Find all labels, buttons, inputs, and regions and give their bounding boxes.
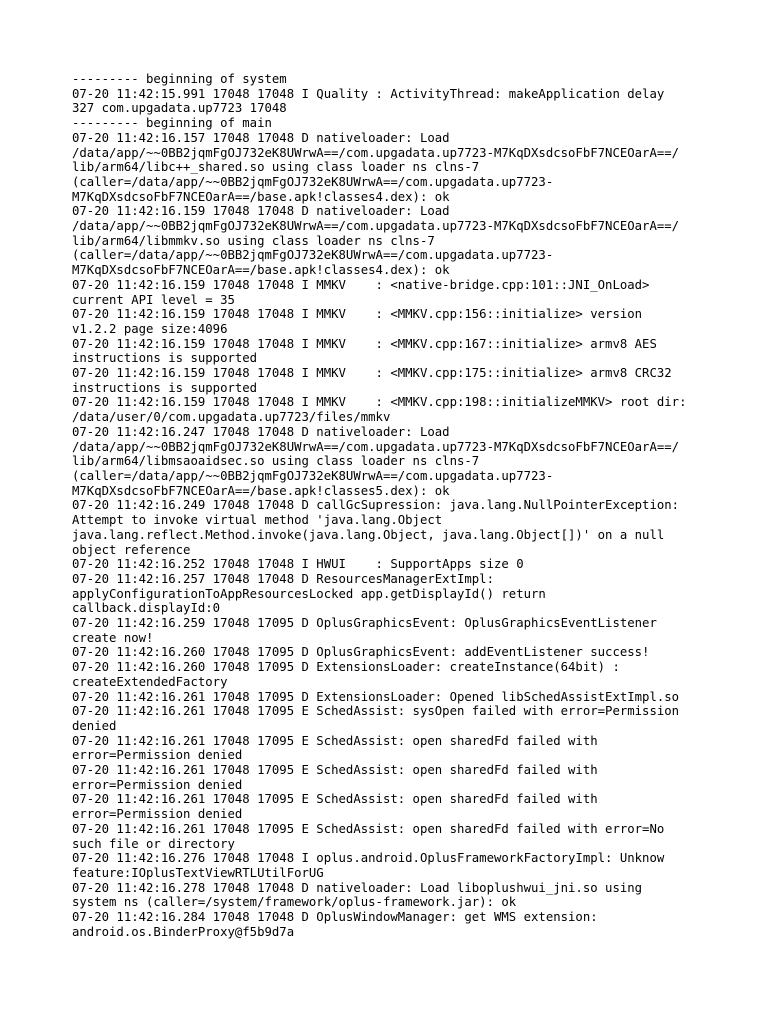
log-line: callback.displayId:0 [72, 601, 221, 616]
log-line: applyConfigurationToAppResourcesLocked app.getDisplayId() return [72, 586, 546, 601]
log-line: android.os.BinderProxy@f5b9d7a [72, 924, 295, 939]
log-line: 07-20 11:42:16.261 17048 17095 E SchedAssist: open sharedFd failed with [72, 763, 598, 778]
log-line: 07-20 11:42:16.259 17048 17095 D OplusGraphicsEvent: OplusGraphicsEventListener [72, 616, 657, 631]
log-line: 07-20 11:42:16.260 17048 17095 D ExtensionsLoader: createInstance(64bit) : [72, 660, 620, 675]
log-line: denied [72, 718, 117, 733]
log-line: error=Permission denied [72, 807, 243, 822]
log-line: lib/arm64/libmsaoaidsec.so using class loader ns clns-7 [72, 454, 480, 469]
log-line: 07-20 11:42:16.159 17048 17048 I MMKV : <MMKV.cpp:156::initialize> version [72, 307, 643, 322]
log-line: lib/arm64/libc++_shared.so using class loader ns clns-7 [72, 160, 480, 175]
log-line: error=Permission denied [72, 777, 243, 792]
log-line: 07-20 11:42:16.284 17048 17048 D OplusWindowManager: get WMS extension: [72, 910, 598, 925]
log-line: Attempt to invoke virtual method 'java.lang.Object [72, 513, 443, 528]
log-line: 07-20 11:42:16.159 17048 17048 D nativeloader: Load [72, 204, 450, 219]
log-line: lib/arm64/libmmkv.so using class loader ns clns-7 [72, 233, 435, 248]
log-line: object reference [72, 542, 191, 557]
log-line: M7KqDXsdcsoFbF7NCEOarA==/base.apk!classes4.dex): ok [72, 189, 450, 204]
log-line: 07-20 11:42:16.157 17048 17048 D nativeloader: Load [72, 130, 450, 145]
log-line: 07-20 11:42:16.252 17048 17048 I HWUI : SupportApps size 0 [72, 557, 524, 572]
log-line: (caller=/data/app/~~0BB2jqmFgOJ732eK8UWrwA==/com.upgadata.up7723- [72, 248, 554, 263]
log-line: 07-20 11:42:16.278 17048 17048 D nativeloader: Load liboplushwui_jni.so using [72, 880, 643, 895]
log-line: 07-20 11:42:16.261 17048 17095 E SchedAssist: open sharedFd failed with [72, 733, 598, 748]
log-line: error=Permission denied [72, 748, 243, 763]
log-line: --------- beginning of main [72, 116, 272, 131]
log-line: 07-20 11:42:16.260 17048 17095 D OplusGraphicsEvent: addEventListener success! [72, 645, 650, 660]
log-line: createExtendedFactory [72, 674, 228, 689]
log-line: --------- beginning of system [72, 72, 287, 86]
log-line: 07-20 11:42:16.261 17048 17095 D ExtensionsLoader: Opened libSchedAssistExtImpl.so [72, 689, 680, 704]
log-line: such file or directory [72, 836, 235, 851]
log-line: 07-20 11:42:16.276 17048 17048 I oplus.android.OplusFrameworkFactoryImpl: Unknow [72, 851, 665, 866]
log-line: 07-20 11:42:16.247 17048 17048 D nativeloader: Load [72, 424, 450, 439]
log-line: /data/app/~~0BB2jqmFgOJ732eK8UWrwA==/com.upgadata.up7723-M7KqDXsdcsoFbF7NCEOarA==/ [72, 439, 680, 454]
log-line: 327 com.upgadata.up7723 17048 [72, 101, 287, 116]
log-line: (caller=/data/app/~~0BB2jqmFgOJ732eK8UWrwA==/com.upgadata.up7723- [72, 468, 554, 483]
log-line: M7KqDXsdcsoFbF7NCEOarA==/base.apk!classes4.dex): ok [72, 263, 450, 278]
log-line: 07-20 11:42:16.261 17048 17095 E SchedAssist: open sharedFd failed with [72, 792, 598, 807]
log-line: feature:IOplusTextViewRTLUtilForUG [72, 865, 324, 880]
log-line: 07-20 11:42:16.159 17048 17048 I MMKV : <MMKV.cpp:167::initialize> armv8 AES [72, 336, 657, 351]
log-line: current API level = 35 [72, 292, 235, 307]
log-line: /data/app/~~0BB2jqmFgOJ732eK8UWrwA==/com.upgadata.up7723-M7KqDXsdcsoFbF7NCEOarA==/ [72, 219, 680, 234]
log-line: instructions is supported [72, 351, 258, 366]
log-line: 07-20 11:42:15.991 17048 17048 I Quality : ActivityThread: makeApplication delay [72, 86, 665, 101]
log-line: 07-20 11:42:16.159 17048 17048 I MMKV : <MMKV.cpp:198::initializeMMKV> root dir: [72, 395, 687, 410]
log-line: create now! [72, 630, 154, 645]
log-line: (caller=/data/app/~~0BB2jqmFgOJ732eK8UWrwA==/com.upgadata.up7723- [72, 174, 554, 189]
log-line: 07-20 11:42:16.261 17048 17095 E SchedAssist: open sharedFd failed with error=No [72, 821, 665, 836]
log-line: 07-20 11:42:16.261 17048 17095 E SchedAssist: sysOpen failed with error=Permission [72, 704, 680, 719]
log-line: instructions is supported [72, 380, 258, 395]
log-line: v1.2.2 page size:4096 [72, 321, 228, 336]
log-line: 07-20 11:42:16.159 17048 17048 I MMKV : <MMKV.cpp:175::initialize> armv8 CRC32 [72, 366, 672, 381]
log-text-block [72, 72, 702, 939]
log-line: /data/app/~~0BB2jqmFgOJ732eK8UWrwA==/com.upgadata.up7723-M7KqDXsdcsoFbF7NCEOarA==/ [72, 145, 680, 160]
log-line: system ns (caller=/system/framework/oplus-framework.jar): ok [72, 895, 517, 910]
log-line: 07-20 11:42:16.257 17048 17048 D ResourcesManagerExtImpl: [72, 571, 494, 586]
log-line: /data/user/0/com.upgadata.up7723/files/mmkv [72, 410, 391, 425]
log-line: 07-20 11:42:16.159 17048 17048 I MMKV : <native-bridge.cpp:101::JNI_OnLoad> [72, 277, 650, 292]
log-line: M7KqDXsdcsoFbF7NCEOarA==/base.apk!classes5.dex): ok [72, 483, 450, 498]
log-line: java.lang.reflect.Method.invoke(java.lang.Object, java.lang.Object[])' on a null [72, 527, 665, 542]
log-line: 07-20 11:42:16.249 17048 17048 D callGcSupression: java.lang.NullPointerException: [72, 498, 680, 513]
